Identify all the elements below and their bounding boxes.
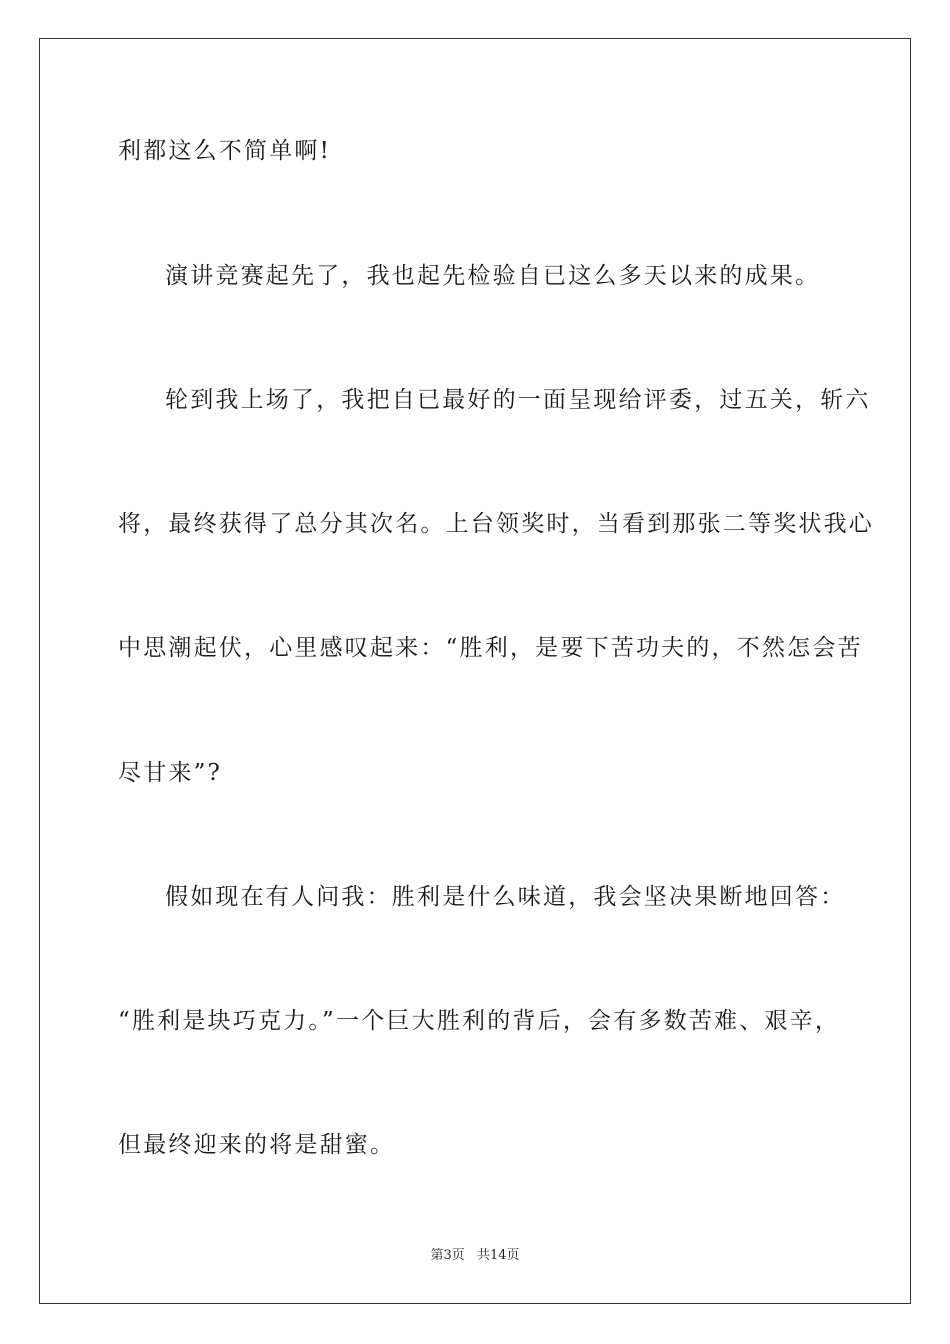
text-line-8: “胜利是块巧克力。”一个巨大胜利的背后，会有多数苦难、艰辛， xyxy=(118,1008,841,1034)
text-line-1: 利都这么不简单啊! xyxy=(118,138,332,164)
text-line-6: 尽甘来”? xyxy=(118,760,223,786)
page-footer xyxy=(0,1247,950,1265)
text-line-4: 将，最终获得了总分其次名。上台领奖时，当看到那张二等奖状我心 xyxy=(118,511,874,537)
text-line-3: 轮到我上场了，我把自已最好的一面呈现给评委，过五关，斩六 xyxy=(165,387,871,413)
text-line-7: 假如现在有人问我：胜利是什么味道，我会坚决果断地回答： xyxy=(165,884,846,910)
page-frame xyxy=(39,38,911,1304)
page-total: 共14页 xyxy=(476,1248,520,1263)
text-line-5: 中思潮起伏，心里感叹起来：“胜利，是要下苦功夫的，不然怎会苦 xyxy=(118,635,863,661)
text-line-9: 但最终迎来的将是甜蜜。 xyxy=(118,1132,396,1158)
text-line-2: 演讲竞赛起先了，我也起先检验自已这么多天以来的成果。 xyxy=(165,263,821,289)
page-number: 第3页 xyxy=(430,1248,465,1263)
